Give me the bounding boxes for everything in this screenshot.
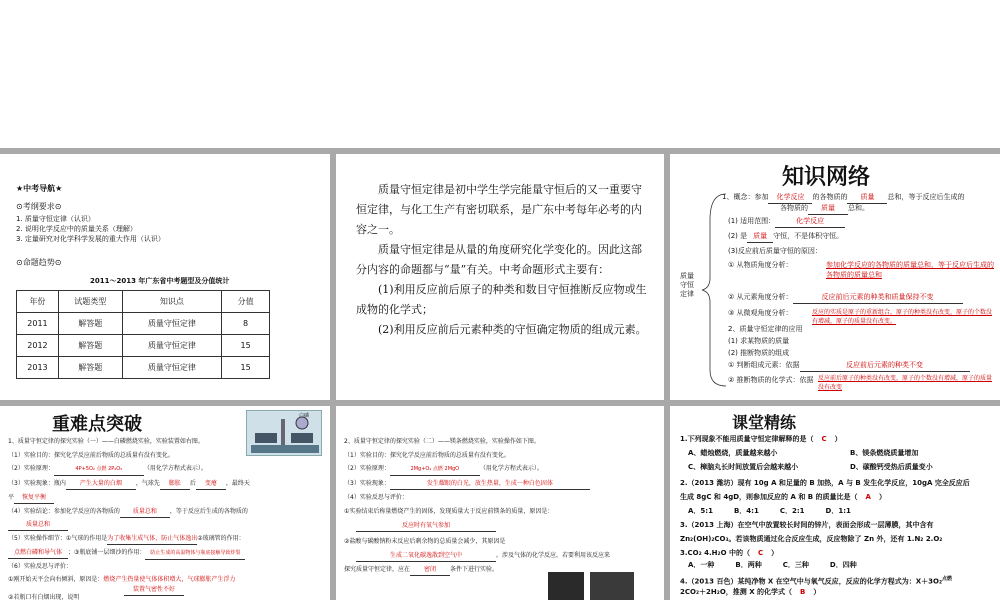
experiment-line: （2）实验原理： 4P+5O₂ 点燃 2P₂O₅ （用化学方程式表示）。 — [8, 463, 207, 476]
element-line: ② 从元素角度分析： 反应前后元素的种类和质量保持不变 — [728, 292, 963, 304]
experiment-line: ②盐酸与碳酸钠粉末反应后剩余物的总质量会减少，其原因是 — [344, 538, 506, 545]
table-row — [17, 335, 270, 357]
table-row — [17, 357, 270, 379]
outline-item: 2. 说明化学反应中的质量关系（理解） — [16, 225, 137, 233]
table-header: 知识点 — [122, 291, 222, 313]
experiment-line: （2）实验原理： 2Mg+O₂ 点燃 2MgO （用化学方程式表示）。 — [344, 463, 543, 476]
application-line: (1) 求某物质的质量 — [728, 337, 790, 345]
application-line: (2) 推断物质的组成 — [728, 349, 790, 357]
magnesium-photo — [590, 572, 634, 600]
intro-item: (2)利用反应前后元素种类的守恒确定物质的组成元素。 — [378, 323, 647, 336]
micro-line: ③ 从微观角度分析： — [728, 309, 793, 317]
experiment-line: 2、质量守恒定律的探究实验（二）——镁条燃烧实验，实验操作如下图。 — [344, 438, 540, 445]
element-judge-line: ① 判断组成元素：依据 反应前后元素的种类不变 — [728, 360, 970, 372]
table-header-row — [17, 291, 270, 313]
experiment-line: 平 恢复平衡 — [8, 492, 54, 504]
question-3: 3.CO₂ 4.H₂O 中的（ C ） — [680, 549, 779, 557]
slide-key-points — [0, 406, 330, 600]
slide-experiment-two — [336, 406, 664, 600]
table-cell: 质量守恒定律 — [122, 335, 222, 357]
intro-paragraph: 质量守恒定律是初中学生学完能量守恒后的又一重要守恒定律，与化工生产有密切联系，是广东中考每年必考的内容之一。 — [356, 183, 642, 236]
apparatus-label: 白磷 — [299, 413, 310, 419]
question-2: 2.（2013 潍坊）现有 10g A 和足量的 B 加热，A 与 B 发生化学反应，10gA 完全反应后 — [680, 479, 970, 487]
outline-item: 1. 质量守恒定律（认识） — [16, 215, 95, 223]
slide-intro-text — [336, 154, 664, 400]
intro-item: (1)利用反应前后原子的种类和数目守恒推断反应物或生成物的化学式； — [356, 283, 647, 316]
slide-exam-guide — [0, 154, 330, 400]
question-option: B、镁条燃烧质量增加 — [850, 449, 919, 457]
slide-practice — [670, 406, 1000, 600]
balance-apparatus-icon — [247, 411, 323, 457]
reason-line: (3)反应前后质量守恒的原因： — [728, 247, 822, 255]
table-cell: 2011 — [17, 313, 59, 335]
question-4: 2CO₂＋2H₂O，推测 X 的化学式（ B ） — [680, 588, 821, 596]
table-cell: 质量守恒定律 — [122, 357, 222, 379]
experiment-line: ①刚开始天平会向右倾斜，原因是：燃烧产生热量使气体体积增大，气球膨胀产生浮力 — [8, 576, 236, 583]
trend-title: ⊙命题趋势⊙ — [16, 258, 62, 267]
question-3: Zn₂(OH)₂CO₃。若该物质通过化合反应生成，反应物除了 Zn 外，还有 1.N₂ 2.O₂ — [680, 535, 943, 543]
outline-bracket-icon — [700, 190, 730, 390]
experiment-line: 点燃白磷和导气体 ；③瓶底铺一层细沙的作用： 防止生成的高温物体与瓶底接触导致炸裂 — [8, 547, 245, 560]
experiment-line: （5）实验操作细节：①气球的作用是为了收集生成气体，防止气体逸出②玻璃管的作用： — [8, 533, 245, 545]
experiment-line: 探究质量守恒定律，应在 密闭 条件下进行实验。 — [344, 564, 498, 576]
table-cell: 解答题 — [58, 357, 122, 379]
experiment-line: （4）实验结论：参加化学反应的各物质的 质量总和 ，等于反应后生成的各物质的 — [8, 506, 248, 518]
question-option: D、碳酸钙受热后质量变小 — [850, 463, 933, 471]
question-1: 1.下列现象不能用质量守恒定律解释的是（ C ） — [680, 435, 842, 443]
question-option: A．5:1 B．4:1 C．2:1 D．1:1 — [688, 507, 851, 515]
formula-line: ② 推断物质的化学式：依据 — [728, 376, 814, 384]
mass-line: (2) 是 质量 守恒，不是体积守恒。 — [728, 231, 843, 243]
experiment-line: 生成二氧化碳逸散到空气中 。涉及气体的化学反应，若要利用该反应来 — [356, 550, 610, 562]
table-header: 试题类型 — [58, 291, 122, 313]
slide-title: 知识网络 — [782, 164, 871, 190]
experiment-line: 反应时有氧气参加 — [356, 520, 496, 532]
outline-item: 3. 定量研究对化学科学发展的重大作用（认识） — [16, 235, 165, 243]
analysis-line: ① 从物质角度分析： — [728, 261, 793, 269]
micro-answer: 反应的实质是原子的重新组合，原子的种类没有改变，原子的个数没有增减，原子的质量没有改变。 — [812, 309, 993, 325]
scope-line: (1) 适用范围： 化学反应 — [728, 216, 845, 228]
formula-answer: 反应前后原子的种类没有改变，原子的个数没有增减，原子的质量没有改变 — [818, 375, 993, 391]
concept-line: 各物质的 质量 总和。 — [780, 203, 869, 215]
slide-title: 重难点突破 — [52, 414, 142, 435]
table-cell: 2012 — [17, 335, 59, 357]
table-cell: 15 — [222, 335, 270, 357]
table-cell: 8 — [222, 313, 270, 335]
slide-knowledge-network — [670, 154, 1000, 400]
experiment-line: （1）实验目的：探究化学反应前后物质的总质量有没有变化。 — [344, 452, 510, 459]
experiment-line: ①实验结束后称量燃烧产生的固体，发现质量大于反应前镁条的质量，原因是： — [344, 508, 554, 515]
apparatus-image — [246, 410, 322, 456]
experiment-line: （6）实验反思与评价： — [8, 563, 72, 570]
slide-title: 课堂精练 — [732, 413, 797, 432]
experiment-line: （4）实验反思与评价： — [344, 494, 408, 501]
table-header: 年份 — [17, 291, 59, 313]
side-label: 质量守恒定律 — [680, 272, 694, 298]
experiment-line: 质量总和 — [8, 519, 68, 531]
experiment-line: （3）实验现象： 发生耀眼的白光，放生热量，生成一种白色固体 — [344, 478, 590, 490]
table-header: 分值 — [222, 291, 270, 313]
experiment-line: ②若瓶口有白烟出现，说明 — [8, 594, 80, 600]
table-cell: 解答题 — [58, 335, 122, 357]
concept-line: 1、概念：参加 化学反应 的各物质的 质量 总和，等于反应后生成的 — [722, 192, 964, 204]
table-title: 2011～2013 年广东省中考题型及分值统计 — [90, 277, 230, 285]
question-option: A．一种 B．两种 C．三种 D．四种 — [688, 561, 857, 569]
magnesium-photo — [548, 572, 584, 600]
question-4: 4.（2013 百色）某纯净物 X 在空气中与氧气反应，反应的化学方程式为：X＋3O₂$^{点燃}$ — [680, 576, 953, 586]
application-line: 2、质量守恒定律的应用 — [728, 325, 803, 333]
table-cell: 解答题 — [58, 313, 122, 335]
question-option: C、樟脑丸长时间放置后会越来越小 — [688, 463, 799, 471]
table-row — [17, 313, 270, 335]
experiment-line: （3）实验现象：瓶内 产生大量的白烟 ，气球先 膨胀 后 变瘪 ，最终天 — [8, 478, 250, 490]
question-2: 生成 8gC 和 4gD，则参加反应的 A 和 B 的质量比是（ A ） — [680, 493, 886, 501]
experiment-line: 1、质量守恒定律的探究实验（一）——白磷燃烧实验，实验装置如右图。 — [8, 438, 204, 445]
question-3: 3.（2013 上海）在空气中放置较长时间的锌片，表面会形成一层薄膜，其中含有 — [680, 521, 934, 529]
table-cell: 2013 — [17, 357, 59, 379]
guide-title: ★中考导航★ — [16, 184, 63, 193]
experiment-line: 装置气密性不好 — [124, 584, 184, 596]
table-cell: 质量守恒定律 — [122, 313, 222, 335]
table-cell: 15 — [222, 357, 270, 379]
outline-title: ⊙考纲要求⊙ — [16, 202, 62, 211]
question-option: A、蜡烛燃烧，质量越来越小 — [688, 449, 778, 457]
experiment-line: （1）实验目的：探究化学反应前后物质的总质量有没有变化。 — [8, 452, 174, 459]
analysis-answer: 参加化学反应的各物质的质量总和，等于反应后生成的各物质的质量总和 — [826, 261, 994, 279]
intro-paragraph: 质量守恒定律是从量的角度研究化学变化的。因此这部分内容的命题都与“量”有关。中考命题形式主要有： — [356, 243, 642, 276]
stats-table — [16, 290, 270, 379]
